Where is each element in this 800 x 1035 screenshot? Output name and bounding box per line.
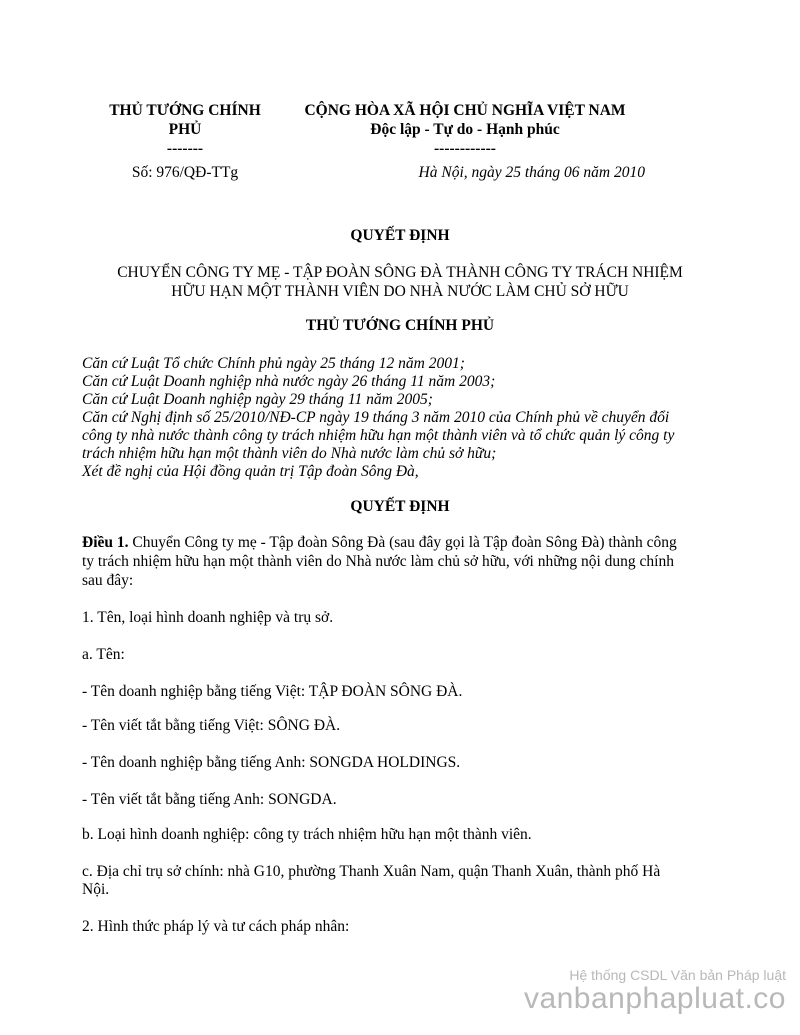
- subject-line2: HỮU HẠN MỘT THÀNH VIÊN DO NHÀ NƯỚC LÀM CHỦ SỞ HỮU: [171, 283, 629, 300]
- item-c-line1: c. Địa chỉ trụ sở chính: nhà G10, phường Thanh Xuân Nam, quận Thanh Xuân, thành phố Hà: [82, 863, 661, 880]
- preamble-line: công ty nhà nước thành công ty trách nhiệm hữu hạn một thành viên và tổ chức quản lý công ty: [82, 427, 675, 444]
- preamble-line: Căn cứ Luật Tổ chức Chính phủ ngày 25 tháng 12 năm 2001;: [82, 355, 465, 372]
- nation-name: CỘNG HÒA XÃ HỘI CHỦ NGHĨA VIỆT NAM: [304, 102, 626, 119]
- motto: Độc lập - Tự do - Hạnh phúc: [370, 121, 560, 138]
- document-type-title: QUYẾT ĐỊNH: [350, 227, 450, 244]
- item-name-vn: - Tên doanh nghiệp bằng tiếng Việt: TẬP ĐOÀN SÔNG ĐÀ.: [82, 683, 463, 700]
- article-1-label: Điều 1.: [82, 534, 129, 551]
- nation-block: [285, 101, 645, 158]
- section-1-heading: 1. Tên, loại hình doanh nghiệp và trụ sở.: [82, 609, 334, 626]
- document-number: Số: 976/QĐ-TTg: [131, 164, 239, 181]
- issuer-title: THỦ TƯỚNG CHÍNH PHỦ: [305, 317, 495, 334]
- subject-line1: CHUYỂN CÔNG TY MẸ - TẬP ĐOÀN SÔNG ĐÀ THÀNH CÔNG TY TRÁCH NHIỆM: [117, 264, 683, 281]
- watermark-site: vanbanphapluat.co: [523, 982, 786, 1015]
- agency-rule: -------: [166, 140, 204, 157]
- watermark-caption: Hệ thống CSDL Văn bản Pháp luật: [569, 967, 786, 983]
- agency-block: [95, 101, 275, 158]
- item-a-heading: a. Tên:: [82, 646, 125, 663]
- agency-name-line2: PHỦ: [168, 121, 202, 138]
- item-b: b. Loại hình doanh nghiệp: công ty trách nhiệm hữu hạn một thành viên.: [82, 826, 532, 843]
- decision-title: QUYẾT ĐỊNH: [350, 498, 450, 515]
- article-1-line1: [82, 533, 722, 553]
- item-abbr-vn: - Tên viết tắt bằng tiếng Việt: SÔNG ĐÀ.: [82, 717, 341, 734]
- preamble: [82, 355, 722, 481]
- motto-rule: ------------: [434, 140, 496, 157]
- preamble-line: Căn cứ Luật Doanh nghiệp ngày 29 tháng 11 năm 2005;: [82, 391, 433, 408]
- preamble-line: Căn cứ Luật Doanh nghiệp nhà nước ngày 26 tháng 11 năm 2003;: [82, 373, 496, 390]
- item-abbr-en: - Tên viết tắt bằng tiếng Anh: SONGDA.: [82, 791, 337, 808]
- section-2-heading: 2. Hình thức pháp lý và tư cách pháp nhân:: [82, 918, 350, 935]
- preamble-line: Căn cứ Nghị định số 25/2010/NĐ-CP ngày 19 tháng 3 năm 2010 của Chính phủ về chuyển đổi: [82, 409, 670, 426]
- document-subject: [95, 263, 705, 301]
- article-1-line2: ty trách nhiệm hữu hạn một thành viên do Nhà nước làm chủ sở hữu, với những nội dung chính: [82, 553, 674, 570]
- preamble-line: trách nhiệm hữu hạn một thành viên do Nhà nước làm chủ sở hữu;: [82, 445, 497, 462]
- place-date: Hà Nội, ngày 25 tháng 06 năm 2010: [418, 164, 645, 181]
- item-name-en: - Tên doanh nghiệp bằng tiếng Anh: SONGDA HOLDINGS.: [82, 754, 461, 771]
- item-c-line2: Nội.: [82, 881, 110, 898]
- agency-name-line1: THỦ TƯỚNG CHÍNH: [109, 102, 261, 119]
- article-1-line3: sau đây:: [82, 572, 134, 589]
- preamble-line: Xét đề nghị của Hội đồng quản trị Tập đoàn Sông Đà,: [82, 463, 419, 480]
- article-1-text: Chuyển Công ty mẹ - Tập đoàn Sông Đà (sau đây gọi là Tập đoàn Sông Đà) thành công: [128, 534, 677, 551]
